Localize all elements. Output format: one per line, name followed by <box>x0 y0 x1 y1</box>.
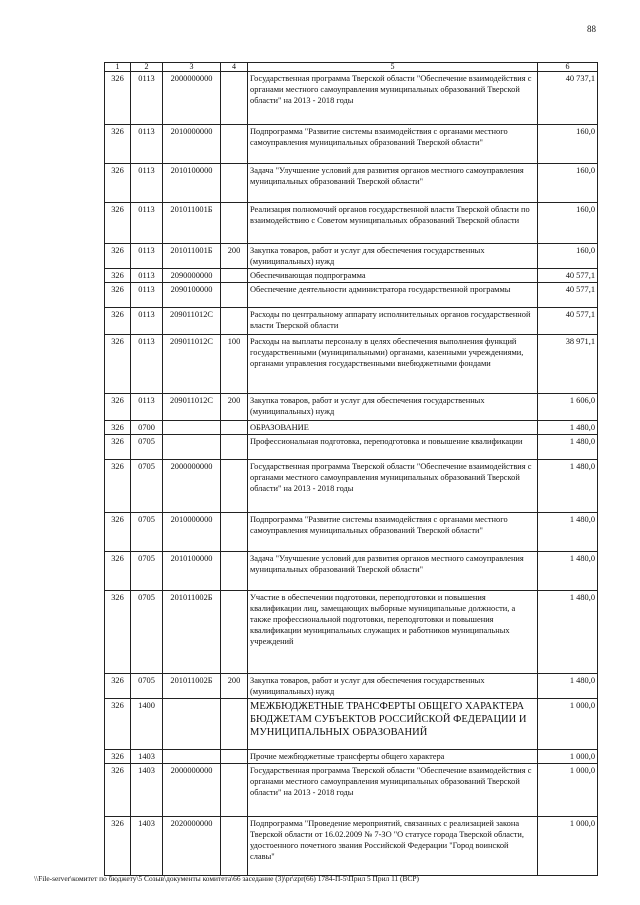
cell-description: МЕЖБЮДЖЕТНЫЕ ТРАНСФЕРТЫ ОБЩЕГО ХАРАКТЕРА БЮДЖЕТАМ СУБЪЕКТОВ РОССИЙСКОЙ ФЕДЕРАЦИИ И МУНИЦИПАЛЬНЫХ ОБРАЗОВАНИЙ <box>248 699 538 750</box>
cell-section-code: 0113 <box>131 203 163 244</box>
cell-description: Реализация полномочий органов государственной власти Тверской области по взаимодействию с Советом муниципальных образований Тверской области <box>248 203 538 244</box>
header-col-4: 4 <box>221 63 248 72</box>
table-row <box>105 435 598 460</box>
cell-amount: 1 000,0 <box>538 764 598 817</box>
cell-ministry-code: 326 <box>105 817 131 876</box>
cell-ministry-code: 326 <box>105 460 131 513</box>
cell-section-code: 1403 <box>131 750 163 764</box>
cell-expense-type <box>221 164 248 203</box>
cell-section-code: 1403 <box>131 817 163 876</box>
cell-expense-type <box>221 421 248 435</box>
cell-ministry-code: 326 <box>105 394 131 421</box>
table-row <box>105 552 598 591</box>
cell-ministry-code: 326 <box>105 244 131 269</box>
cell-description: Государственная программа Тверской области "Обеспечение взаимодействия с органами местного самоуправления муниципальных образований Тверской области" на 2013 - 2018 годы <box>248 72 538 125</box>
cell-target-article: 209011012С <box>163 394 221 421</box>
cell-description: Обеспечение деятельности администратора государственной программы <box>248 283 538 308</box>
cell-ministry-code: 326 <box>105 699 131 750</box>
cell-ministry-code: 326 <box>105 764 131 817</box>
cell-amount: 1 000,0 <box>538 817 598 876</box>
cell-section-code: 0113 <box>131 244 163 269</box>
cell-expense-type: 200 <box>221 244 248 269</box>
cell-target-article <box>163 750 221 764</box>
cell-amount: 160,0 <box>538 164 598 203</box>
table-row <box>105 750 598 764</box>
cell-expense-type <box>221 72 248 125</box>
table-row <box>105 513 598 552</box>
file-path-footer: \\File-server\комитет по бюджету\5 Созыв\документы комитета\66 заседание (3)\pr\zpr(66) 1784-П-5\Прил 5 Прил 11 (ВСР) <box>34 874 419 883</box>
cell-description: Расходы на выплаты персоналу в целях обеспечения выполнения функций государственными (муниципальными) органами, казенными учреждениями, органами управления государственными внебюджетными фондами <box>248 335 538 394</box>
header-col-3: 3 <box>163 63 221 72</box>
cell-description: Подпрограмма "Проведение мероприятий, связанных с реализацией закона Тверской области от 16.02.2009 № 7-ЗО "О статусе города Тверской области, удостоенного почетного звания Российской Федерации "Город воинской славы" <box>248 817 538 876</box>
cell-description: Подпрограмма "Развитие системы взаимодействия с органами местного самоуправления муниципальных образований Тверской области" <box>248 513 538 552</box>
table-body <box>105 72 598 876</box>
cell-amount: 1 000,0 <box>538 699 598 750</box>
cell-ministry-code: 326 <box>105 164 131 203</box>
cell-ministry-code: 326 <box>105 283 131 308</box>
table-row <box>105 72 598 125</box>
cell-section-code: 0113 <box>131 335 163 394</box>
cell-amount: 160,0 <box>538 125 598 164</box>
cell-target-article: 2000000000 <box>163 72 221 125</box>
cell-section-code: 0113 <box>131 72 163 125</box>
cell-target-article: 2000000000 <box>163 764 221 817</box>
cell-expense-type <box>221 125 248 164</box>
cell-ministry-code: 326 <box>105 203 131 244</box>
cell-expense-type <box>221 513 248 552</box>
cell-expense-type: 200 <box>221 674 248 699</box>
header-col-6: 6 <box>538 63 598 72</box>
page-number: 88 <box>587 24 596 34</box>
cell-expense-type <box>221 203 248 244</box>
cell-target-article <box>163 421 221 435</box>
cell-section-code: 0705 <box>131 552 163 591</box>
cell-ministry-code: 326 <box>105 552 131 591</box>
cell-target-article: 201011002Б <box>163 674 221 699</box>
cell-ministry-code: 326 <box>105 674 131 699</box>
cell-description: Задача "Улучшение условий для развития органов местного самоуправления муниципальных образований Тверской области" <box>248 552 538 591</box>
cell-section-code: 0705 <box>131 460 163 513</box>
cell-target-article: 201011002Б <box>163 591 221 674</box>
cell-target-article: 209011012С <box>163 308 221 335</box>
table-row <box>105 591 598 674</box>
cell-description: Профессиональная подготовка, переподготовка и повышение квалификации <box>248 435 538 460</box>
table-row <box>105 421 598 435</box>
budget-table <box>104 62 598 876</box>
table-row <box>105 203 598 244</box>
cell-description: Обеспечивающая подпрограмма <box>248 269 538 283</box>
cell-expense-type: 200 <box>221 394 248 421</box>
cell-ministry-code: 326 <box>105 72 131 125</box>
cell-section-code: 0113 <box>131 394 163 421</box>
cell-ministry-code: 326 <box>105 513 131 552</box>
cell-ministry-code: 326 <box>105 591 131 674</box>
cell-description: Закупка товаров, работ и услуг для обеспечения государственных (муниципальных) нужд <box>248 244 538 269</box>
cell-target-article: 2090000000 <box>163 269 221 283</box>
cell-ministry-code: 326 <box>105 421 131 435</box>
cell-section-code: 0113 <box>131 269 163 283</box>
cell-expense-type <box>221 283 248 308</box>
cell-section-code: 1403 <box>131 764 163 817</box>
cell-section-code: 0700 <box>131 421 163 435</box>
cell-section-code: 0113 <box>131 164 163 203</box>
cell-amount: 40 577,1 <box>538 283 598 308</box>
cell-expense-type <box>221 552 248 591</box>
cell-expense-type <box>221 750 248 764</box>
cell-expense-type: 100 <box>221 335 248 394</box>
cell-target-article: 2010100000 <box>163 552 221 591</box>
cell-expense-type <box>221 435 248 460</box>
cell-expense-type <box>221 460 248 513</box>
cell-target-article: 2010000000 <box>163 513 221 552</box>
cell-expense-type <box>221 764 248 817</box>
cell-amount: 40 737,1 <box>538 72 598 125</box>
cell-section-code: 0113 <box>131 308 163 335</box>
cell-target-article: 2000000000 <box>163 460 221 513</box>
cell-ministry-code: 326 <box>105 335 131 394</box>
cell-amount: 1 480,0 <box>538 421 598 435</box>
cell-ministry-code: 326 <box>105 125 131 164</box>
cell-amount: 1 480,0 <box>538 674 598 699</box>
cell-description: Закупка товаров, работ и услуг для обеспечения государственных (муниципальных) нужд <box>248 394 538 421</box>
cell-amount: 1 480,0 <box>538 460 598 513</box>
cell-section-code: 0113 <box>131 283 163 308</box>
cell-expense-type <box>221 591 248 674</box>
header-col-5: 5 <box>248 63 538 72</box>
cell-amount: 1 000,0 <box>538 750 598 764</box>
cell-amount: 1 480,0 <box>538 591 598 674</box>
cell-target-article: 2090100000 <box>163 283 221 308</box>
cell-amount: 1 480,0 <box>538 552 598 591</box>
cell-target-article: 2020000000 <box>163 817 221 876</box>
cell-section-code: 1400 <box>131 699 163 750</box>
cell-section-code: 0705 <box>131 591 163 674</box>
cell-description: Закупка товаров, работ и услуг для обеспечения государственных (муниципальных) нужд <box>248 674 538 699</box>
cell-description: Расходы по центральному аппарату исполнительных органов государственной власти Тверской области <box>248 308 538 335</box>
cell-section-code: 0113 <box>131 125 163 164</box>
cell-expense-type <box>221 269 248 283</box>
table-row <box>105 674 598 699</box>
cell-amount: 160,0 <box>538 244 598 269</box>
table-row <box>105 283 598 308</box>
table-row <box>105 335 598 394</box>
cell-ministry-code: 326 <box>105 308 131 335</box>
cell-target-article: 209011012С <box>163 335 221 394</box>
cell-amount: 160,0 <box>538 203 598 244</box>
cell-target-article <box>163 699 221 750</box>
header-col-2: 2 <box>131 63 163 72</box>
cell-expense-type <box>221 699 248 750</box>
cell-ministry-code: 326 <box>105 750 131 764</box>
table-row <box>105 394 598 421</box>
table-row <box>105 244 598 269</box>
cell-target-article: 201011001Б <box>163 244 221 269</box>
cell-target-article <box>163 435 221 460</box>
table-row <box>105 308 598 335</box>
table-row <box>105 460 598 513</box>
cell-description: Государственная программа Тверской области "Обеспечение взаимодействия с органами местного самоуправления муниципальных образований Тверской области" на 2013 - 2018 годы <box>248 460 538 513</box>
cell-description: Государственная программа Тверской области "Обеспечение взаимодействия с органами местного самоуправления муниципальных образований Тверской области" на 2013 - 2018 годы <box>248 764 538 817</box>
table-row <box>105 164 598 203</box>
cell-target-article: 201011001Б <box>163 203 221 244</box>
header-col-1: 1 <box>105 63 131 72</box>
cell-description: Прочие межбюджетные трансферты общего характера <box>248 750 538 764</box>
table-row <box>105 699 598 750</box>
cell-ministry-code: 326 <box>105 435 131 460</box>
cell-section-code: 0705 <box>131 435 163 460</box>
table-row <box>105 764 598 817</box>
cell-expense-type <box>221 308 248 335</box>
cell-amount: 40 577,1 <box>538 269 598 283</box>
cell-ministry-code: 326 <box>105 269 131 283</box>
cell-section-code: 0705 <box>131 513 163 552</box>
cell-description: ОБРАЗОВАНИЕ <box>248 421 538 435</box>
cell-description: Подпрограмма "Развитие системы взаимодействия с органами местного самоуправления муниципальных образований Тверской области" <box>248 125 538 164</box>
cell-target-article: 2010000000 <box>163 125 221 164</box>
cell-description: Участие в обеспечении подготовки, переподготовки и повышения квалификации лиц, замещающих выборные муниципальные должности, а также профессиональной подготовки, переподготовки и повышения квалификации муниципальных служащих и работников муниципальных учреждений <box>248 591 538 674</box>
table-row <box>105 817 598 876</box>
cell-section-code: 0705 <box>131 674 163 699</box>
table-row <box>105 269 598 283</box>
cell-amount: 40 577,1 <box>538 308 598 335</box>
cell-target-article: 2010100000 <box>163 164 221 203</box>
table-header-row <box>105 63 598 72</box>
cell-expense-type <box>221 817 248 876</box>
cell-amount: 1 480,0 <box>538 435 598 460</box>
table-row <box>105 125 598 164</box>
cell-amount: 38 971,1 <box>538 335 598 394</box>
cell-amount: 1 480,0 <box>538 513 598 552</box>
cell-amount: 1 606,0 <box>538 394 598 421</box>
cell-description: Задача "Улучшение условий для развития органов местного самоуправления муниципальных образований Тверской области" <box>248 164 538 203</box>
